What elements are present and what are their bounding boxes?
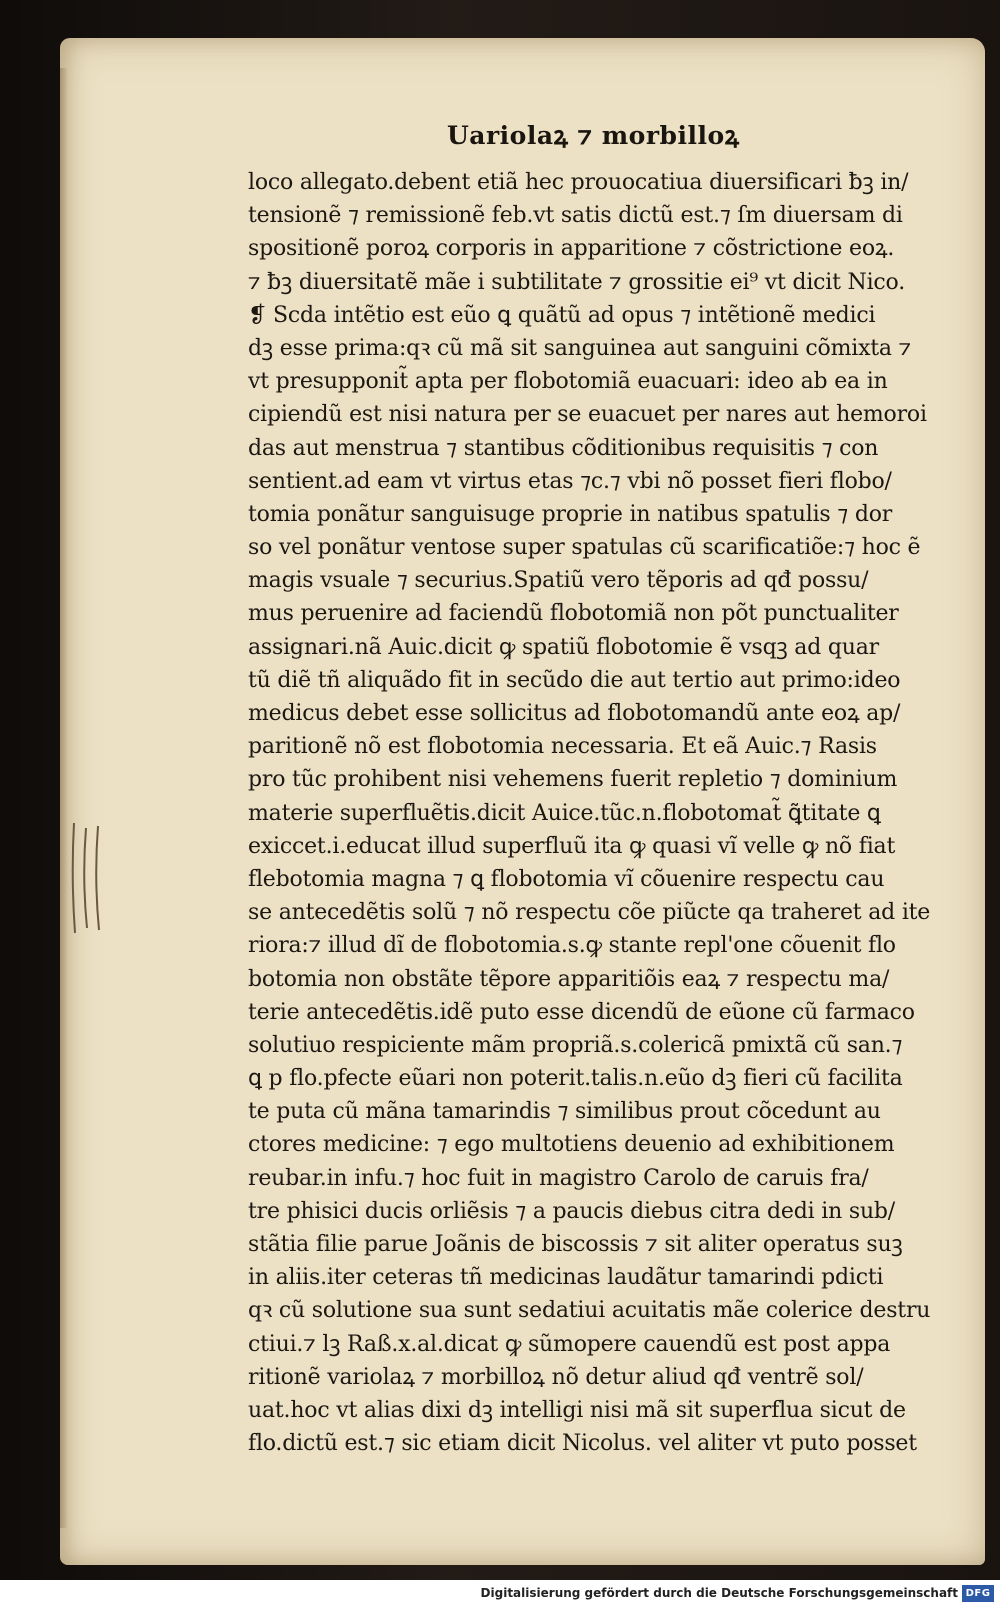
text-line: materie superfluẽtis.dicit Auice.tũc.n.flobotomat̃ ꝗ̃titate ꝗ — [248, 800, 881, 826]
text-column — [248, 166, 938, 1460]
text-line: solutiuo respiciente mãm propriã.s.colericã pmixtã cũ san.⁊ — [248, 1032, 903, 1058]
page-shadow-edge — [60, 68, 68, 1528]
text-line: terie antecedẽtis.idẽ puto esse dicendũ de eũone cũ farmaco — [248, 999, 915, 1025]
text-line: botomia non obstãte tẽpore apparitiõis eaꝝ ⁊ respectu ma/ — [248, 966, 890, 992]
text-line: te puta cũ mãna tamarindis ⁊ similibus prout cõcedunt au — [248, 1099, 881, 1125]
page-running-header: Uariolaꝝ ⁊ morbilloꝝ — [447, 121, 740, 150]
text-line: so vel ponãtur ventose super spatulas cũ scarificatiõe:⁊ hoc ẽ — [248, 535, 921, 561]
text-line: ❡ Scda intẽtio est eũo ꝗ quãtũ ad opus ⁊ intẽtionẽ medici — [248, 302, 876, 328]
funding-notice: Digitalisierung gefördert durch die Deutsche Forschungsgemeinschaft — [480, 1586, 958, 1600]
text-line: ꝗ p flo.pfecte eũari non poterit.talis.n.eũo dꝫ fieri cũ facilita — [248, 1066, 903, 1092]
text-line: pro tũc prohibent nisi vehemens fuerit repletio ⁊ dominium — [248, 767, 898, 793]
text-line: paritionẽ nõ est flobotomia necessaria. Et eã Auic.⁊ Rasis — [248, 734, 877, 760]
text-line: das aut menstrua ⁊ stantibus cõditionibus requisitis ⁊ con — [248, 435, 879, 461]
text-line: stãtia filie parue Joãnis de biscossis ⁊ sit aliter operatus suꝫ — [248, 1232, 903, 1257]
text-line: flebotomia magna ⁊ ꝗ flobotomia vĩ cõuenire respectu cau — [248, 866, 885, 892]
dfg-logo-icon: DFG — [962, 1585, 994, 1602]
text-line: tre phisici ducis orliẽsis ⁊ a paucis diebus citra dedi in sub/ — [248, 1198, 896, 1224]
text-line: sentient.ad eam vt virtus etas ⁊c.⁊ vbi nõ posset fieri flobo/ — [248, 468, 892, 494]
text-line: ctores medicine: ⁊ ego multotiens deuenio ad exhibitionem — [248, 1132, 895, 1158]
text-line: ritionẽ variolaꝝ ⁊ morbilloꝝ nõ detur aliud qđ ventrẽ sol/ — [248, 1364, 864, 1390]
text-line: reubar.in infu.⁊ hoc fuit in magistro Carolo de caruis fra/ — [248, 1165, 869, 1191]
text-line: ctiui.⁊ lꝫ Raß.x.al.dicat ꝙ sũmopere cauendũ est post appa — [248, 1331, 891, 1357]
text-line: se antecedẽtis solũ ⁊ nõ respectu cõe piũcte qa traheret ad ite — [248, 900, 931, 926]
text-line: magis vsuale ⁊ securius.Spatiũ vero tẽporis ad qđ possu/ — [248, 568, 869, 594]
text-line: tomia ponãtur sanguisuge proprie in natibus spatulis ⁊ dor — [248, 501, 893, 527]
text-line: riora:⁊ illud dĩ de flobotomia.s.ꝙ stante repl'one cõuenit flo — [248, 933, 896, 959]
text-line: dꝫ esse prima:qꝛ cũ mã sit sanguinea aut sanguini cõmixta ⁊ — [248, 335, 912, 361]
text-line: exiccet.i.educat illud superfluũ ita ꝙ quasi vĩ velle ꝙ nõ fiat — [248, 833, 896, 859]
text-line: vt presupponit̃ apta per flobotomiã euacuari: ideo ab ea in — [248, 369, 888, 395]
text-line: tensionẽ ⁊ remissionẽ feb.vt satis dictũ est.⁊ ſm diuersam di — [248, 203, 903, 229]
text-line: mus peruenire ad faciendũ flobotomiã non põt punctualiter — [248, 601, 899, 627]
footer-bar — [0, 1580, 1000, 1609]
text-line: ⁊ ƀꝫ diuersitatẽ mãe i subtilitate ⁊ grossitie ei⁹ vt dicit Nico. — [248, 269, 906, 295]
text-line: qꝛ cũ solutione sua sunt sedatiui acuitatis mãe colerice destru — [248, 1298, 931, 1324]
text-line: cipiendũ est nisi natura per se euacuet per nares aut hemoroi — [248, 402, 927, 428]
text-line: in aliis.iter ceteras tñ medicinas laudãtur tamarindi pdicti — [248, 1265, 884, 1291]
binding-thread-marks — [70, 818, 120, 938]
text-line: tũ diẽ tñ aliquãdo fit in secũdo die aut tertio aut primo:ideo — [248, 667, 901, 693]
text-line: uat.hoc vt alias dixi dꝫ intelligi nisi mã sit superflua sicut de — [248, 1397, 906, 1423]
text-line: flo.dictũ est.⁊ sic etiam dicit Nicolus. vel aliter vt puto posset — [248, 1431, 917, 1457]
text-line: assignari.nã Auic.dicit ꝙ spatiũ flobotomie ẽ vsqꝫ ad quar — [248, 634, 879, 660]
text-line: medicus debet esse sollicitus ad flobotomandũ ante eoꝝ ap/ — [248, 701, 901, 726]
text-line: loco allegato.debent etiã hec prouocatiua diuersificari ƀꝫ in/ — [248, 170, 909, 195]
text-line: spositionẽ poroꝝ corporis in apparitione ⁊ cõstrictione eoꝝ. — [248, 236, 895, 262]
